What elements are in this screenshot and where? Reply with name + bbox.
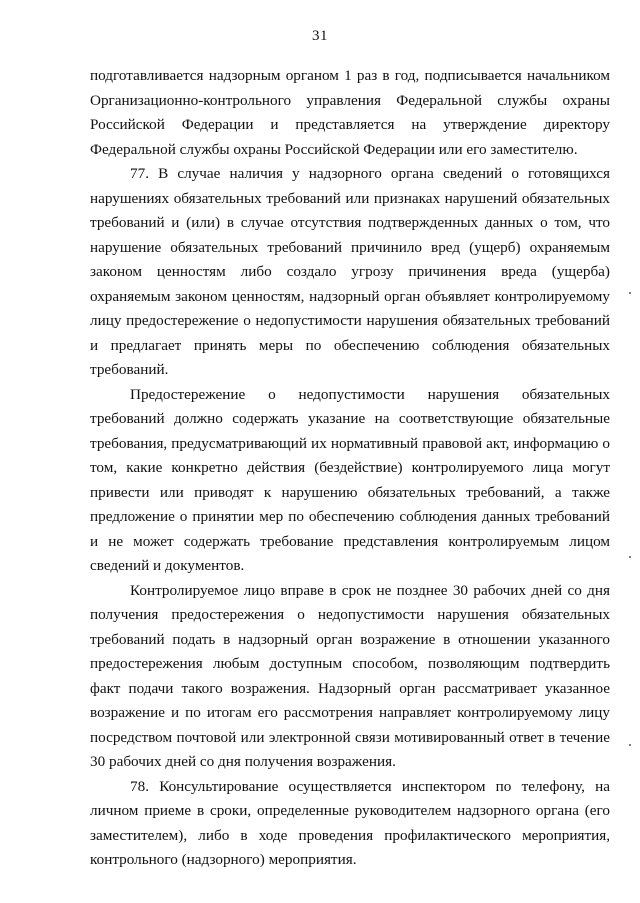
page-number: 31 [312, 28, 328, 44]
paragraph-objection: Контролируемое лицо вправе в срок не позднее 30 рабочих дней со дня получения предостережения о недопустимости нарушения обязательных требований подать в надзорный орган возражение в отношении указанного предостережения любым доступным способом, позволяющим подтвердить факт подачи такого возражения. Надзорный орган рассматривает указанное возражение и по итогам его рассмотрения направляет контролируемому лицу посредством почтовой или электронной связи мотивированный ответ в течение 30 рабочих дней со дня получения возражения. [90, 581, 610, 770]
paragraph-clause-77: 77. В случае наличия у надзорного органа сведений о готовящихся нарушениях обязательных требований или признаках нарушений обязательных требований и (или) в случае отсутствия подтвержденных данных о том, что нарушение обязательных требований причинило вред (ущерб) охраняемым законом ценностям либо создало угрозу причинения вреда (ущерба) охраняемым законом ценностям, надзорный орган объявляет контролируемому лицу предостережение о недопустимости нарушения обязательных требований и предлагает принять меры по обеспечению соблюдения обязательных требований. [90, 165, 610, 378]
paragraph-warning-content: Предостережение о недопустимости нарушения обязательных требований должно содержать указание на соответствующие обязательные требования, предусматривающий их нормативный правовой акт, информацию о том, какие конкретно действия (бездействие) контролируемого лица могут привести или приводят к нарушению обязательных требований, а также предложение о принятии мер по обеспечению соблюдения данных требований и не может содержать требование представления контролируемым лицом сведений и документов. [90, 385, 610, 574]
paragraph-clause-78: 78. Консультирование осуществляется инспектором по телефону, на личном приеме в сроки, определенные руководителем надзорного органа (его заместителем), либо в ходе проведения профилактического мероприятия, контрольного (надзорного) мероприятия. [90, 777, 610, 868]
scan-speck [629, 556, 631, 558]
document-body [90, 64, 610, 873]
scan-speck [629, 292, 631, 294]
paragraph-continuation: подготавливается надзорным органом 1 раз в год, подписывается начальником Организационно-контрольного управления Федеральной службы охраны Российской Федерации и представляется на утверждение директору Федеральной службы охраны Российской Федерации или его заместителю. [90, 67, 610, 158]
scan-speck [629, 744, 631, 746]
